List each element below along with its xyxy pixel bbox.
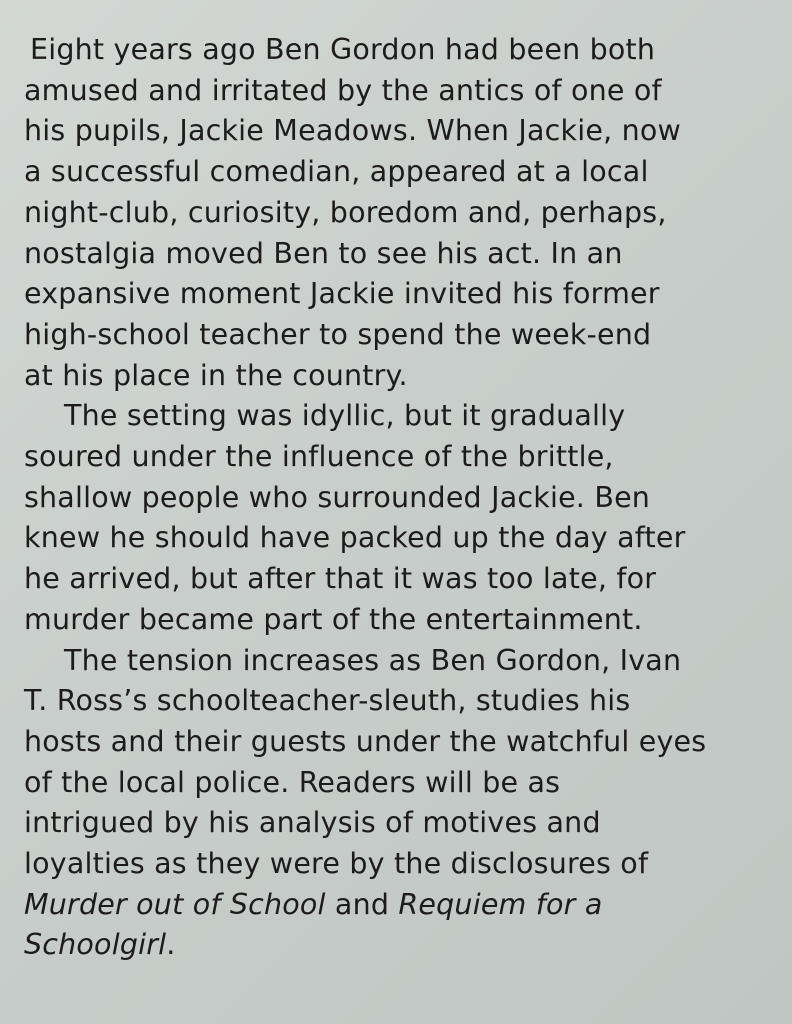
text-line: loyalties as they were by the disclosures of: [24, 847, 649, 881]
text-line: T. Ross’s schoolteacher-sleuth, studies his: [24, 684, 631, 718]
text-line: he arrived, but after that it was too late, for: [24, 562, 657, 596]
text-line: his pupils, Jackie Meadows. When Jackie, now: [24, 114, 682, 148]
text-line: shallow people who surrounded Jackie. Ben: [24, 480, 651, 514]
text-line: hosts and their guests under the watchful eyes: [24, 724, 707, 758]
text-line: The tension increases as Ben Gordon, Ivan: [64, 643, 682, 677]
text-line: a successful comedian, appeared at a local: [24, 155, 649, 189]
text-line: intrigued by his analysis of motives and: [24, 806, 601, 840]
paragraph-2: [24, 396, 784, 640]
text-line: knew he should have packed up the day after: [24, 521, 686, 555]
text-line: Eight years ago Ben Gordon had been both: [30, 33, 656, 66]
paragraph-3: [24, 641, 784, 967]
text-line: soured under the influence of the brittle,: [24, 440, 614, 474]
final-period: .: [166, 928, 176, 962]
text-line: expansive moment Jackie invited his former: [24, 277, 660, 311]
text-line-final: [24, 925, 784, 966]
book-blurb: [24, 30, 784, 966]
conjunction: and: [325, 887, 399, 921]
text-line: of the local police. Readers will be as: [24, 765, 561, 799]
text-line: nostalgia moved Ben to see his act. In an: [24, 236, 623, 270]
book-title-requiem-part-2: Schoolgirl: [24, 928, 167, 962]
book-title-murder-out-of-school: Murder out of School: [24, 887, 326, 921]
paragraph-1: [24, 30, 784, 396]
text-line: high-school teacher to spend the week-end: [24, 317, 652, 351]
text-line: The setting was idyllic, but it gradually: [64, 399, 626, 433]
text-line: amused and irritated by the antics of one of: [24, 73, 662, 107]
book-title-requiem-part-1: Requiem for a: [398, 887, 603, 921]
text-line: murder became part of the entertainment.: [24, 602, 643, 636]
text-line: at his place in the country.: [24, 358, 408, 392]
text-line-titles: [24, 885, 784, 926]
text-line: night-club, curiosity, boredom and, perhaps,: [24, 195, 667, 229]
